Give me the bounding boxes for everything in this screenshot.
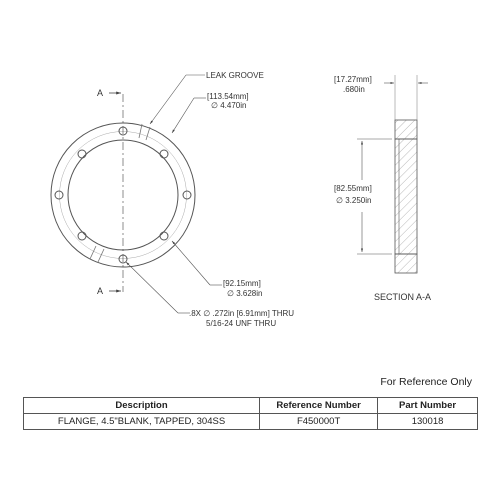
- bolt-hole: [160, 232, 168, 240]
- holes-callout-line2: 5/16-24 UNF THRU: [206, 319, 277, 328]
- od-mm-label: [113.54mm]: [207, 92, 249, 101]
- groove-slot: [139, 124, 142, 138]
- cell-part-number: 130018: [378, 414, 478, 430]
- bolt-circle-leader: [172, 241, 222, 285]
- title-block-table: [23, 397, 478, 430]
- table-header-row: [24, 398, 478, 414]
- groove-slot: [90, 246, 96, 259]
- flange-front-view: [51, 94, 195, 292]
- bolt-hole: [78, 232, 86, 240]
- section-top-wall: [395, 120, 417, 139]
- section-mark-bottom: A: [97, 286, 104, 296]
- section-plate: [395, 139, 417, 254]
- section-title: SECTION A-A: [374, 292, 432, 302]
- bore-mm-label: [82.55mm]: [334, 184, 372, 193]
- bore-in-label: ∅ 3.250in: [336, 196, 372, 205]
- section-bottom-wall: [395, 254, 417, 273]
- bolt-hole: [55, 191, 63, 199]
- section-mark-top: A: [97, 88, 104, 98]
- holes-callout-line1: .8X ∅ .272in [6.91mm] THRU: [189, 309, 295, 318]
- leak-groove-label: LEAK GROOVE: [206, 71, 264, 80]
- column-header-part-number: Part Number: [378, 398, 478, 414]
- od-leader: [172, 98, 206, 133]
- cell-reference-number: F450000T: [260, 414, 378, 430]
- bolt-circle-mm-label: [92.15mm]: [223, 279, 261, 288]
- leak-groove-leader: [150, 75, 205, 124]
- thickness-mm-label: [17.27mm]: [334, 75, 372, 84]
- bolt-hole: [160, 150, 168, 158]
- bolt-hole: [183, 191, 191, 199]
- reference-note: For Reference Only: [380, 376, 472, 388]
- column-header-reference-number: Reference Number: [260, 398, 378, 414]
- groove-slot: [146, 127, 150, 140]
- bolt-circle-in-label: ∅ 3.628in: [227, 289, 263, 298]
- holes-leader: [126, 262, 190, 313]
- bolt-hole: [78, 150, 86, 158]
- thickness-in-label: .680in: [343, 85, 365, 94]
- od-in-label: ∅ 4.470in: [211, 101, 247, 110]
- section-view: [395, 75, 417, 273]
- column-header-description: Description: [24, 398, 260, 414]
- cell-description: FLANGE, 4.5"BLANK, TAPPED, 304SS: [24, 414, 260, 430]
- table-row: [24, 414, 478, 430]
